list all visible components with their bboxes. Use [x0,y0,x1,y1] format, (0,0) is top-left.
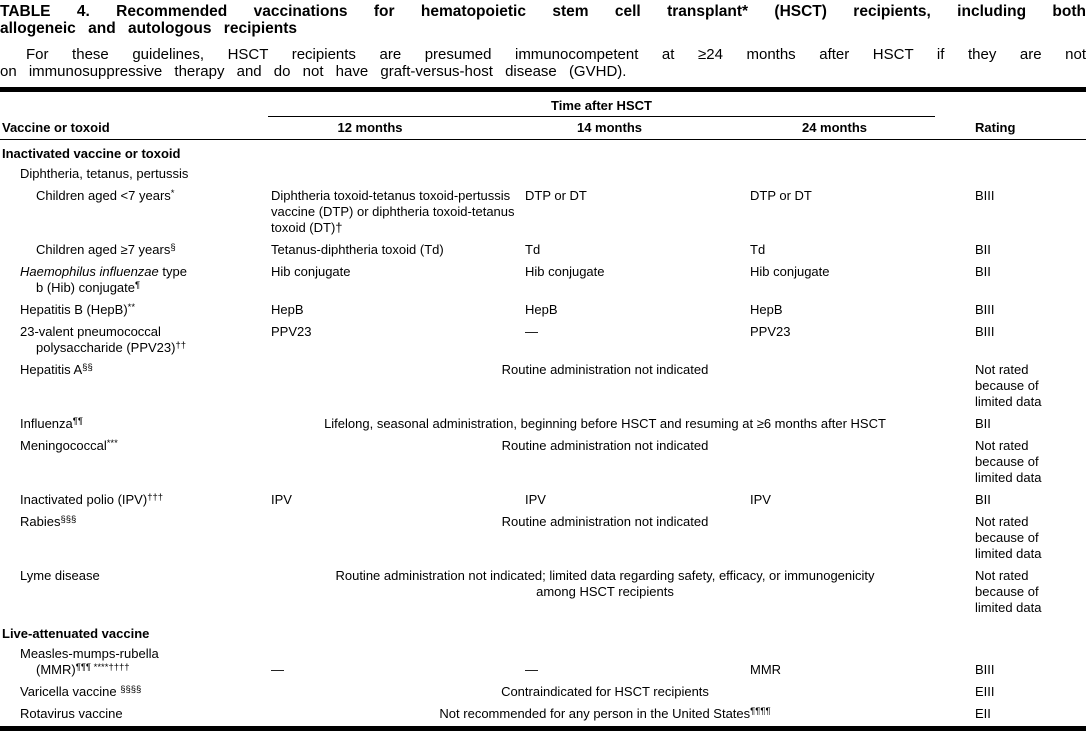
rating-cell: BIII [975,188,995,203]
vaccine-name-line: Children aged <7 years* [36,188,175,203]
span-cell-text: Not recommended for any person in the United States¶¶¶¶ [439,706,771,721]
vaccine-name [0,414,268,436]
vaccine-name-line: (MMR)¶¶¶ ****†††† [36,662,130,677]
table-row [0,566,1086,620]
table-row [0,240,1086,262]
column-header-vaccine: Vaccine or toxoid [0,117,268,140]
rating-cell [972,164,1086,186]
rating-cell: BIII [975,662,995,677]
vaccine-name-line: Children aged ≥7 years§ [36,242,176,257]
vaccine-name-line: Measles-mumps-rubella [20,646,159,661]
vaccine-name [0,322,268,360]
data-cell: — [525,324,538,339]
section-header: Live-attenuated vaccine [2,626,150,641]
footnote-marker: ** [127,302,136,313]
data-cell: PPV23 [750,324,791,339]
span-header-spacer-right [972,92,1086,117]
span-cell [268,414,972,436]
table-row [0,262,1086,300]
vaccine-name [0,644,268,682]
column-header-row [0,117,1086,140]
column-header-rating: Rating [972,117,1086,140]
section-row [0,140,1086,165]
vaccine-name [0,360,268,414]
table-row [0,360,1086,414]
vaccine-name [0,436,268,490]
vaccine-name-line: Varicella vaccine §§§§ [20,684,142,699]
table-row [0,436,1086,490]
vaccine-name [0,704,268,726]
span-cell [268,704,972,726]
table-row [0,300,1086,322]
footnote-marker: §§ [82,362,93,373]
span-cell [268,512,972,566]
span-cell [268,436,972,490]
rating-cell: BIII [975,302,995,317]
data-cell: Td [750,242,766,257]
rating-cell: BII [975,492,991,507]
vaccine-name-line: Meningococcal*** [20,438,118,453]
table-row [0,164,1086,186]
empty-cell [268,164,972,186]
vaccine-name-line: b (Hib) conjugate¶ [36,280,141,295]
vaccine-name [0,164,268,186]
footnote-marker: *** [106,438,118,449]
data-cell: Hib conjugate [525,264,605,279]
vaccine-name-line: Rotavirus vaccine [20,706,123,721]
vaccine-name-line: Rabies§§§ [20,514,77,529]
vaccine-name-line: Diphtheria, tetanus, pertussis [20,166,189,181]
table-title-line2: allogeneic and autologous recipients [0,20,298,37]
column-header-24-months: 24 months [747,117,972,140]
footnote-marker: §§§§ [120,684,142,695]
span-cell-text: Routine administration not indicated; limited data regarding safety, efficacy, or immunogenicity among HSCT recipients [335,568,875,599]
data-cell: HepB [750,302,783,317]
rating-cell: BIII [975,324,995,339]
table-title [0,3,1086,37]
vaccine-name-line: Influenza¶¶ [20,416,83,431]
section-header: Inactivated vaccine or toxoid [2,146,181,161]
data-cell: Tetanus-diphtheria toxoid (Td) [271,242,444,257]
data-cell: IPV [271,492,292,507]
data-cell: HepB [525,302,558,317]
table-row [0,490,1086,512]
vaccine-name-line: polysaccharide (PPV23)†† [36,340,187,355]
footnote-marker: §§§ [60,514,77,525]
vaccine-name [0,490,268,512]
data-cell: IPV [750,492,771,507]
rating-cell: Not rated because of limited data [975,568,1042,615]
table-intro [0,46,1086,80]
data-cell: DTP or DT [750,188,812,203]
span-cell-text: Contraindicated for HSCT recipients [501,684,709,699]
vaccine-name-line: Inactivated polio (IPV)††† [20,492,164,507]
span-header-spacer-left [0,92,268,117]
table-intro-line1: For these guidelines, HSCT recipients are presumed immunocompetent at ≥24 months after HSCT if they are not [26,46,1086,63]
vaccine-name [0,512,268,566]
rating-cell: Not rated because of limited data [975,514,1042,561]
data-cell: Td [525,242,541,257]
footnote-marker: ¶¶¶¶ [750,706,771,717]
vaccine-name-line: 23-valent pneumococcal [20,324,161,339]
time-after-hsct-header: Time after HSCT [268,92,935,117]
span-cell-text: Routine administration not indicated [501,438,709,453]
rating-cell: EII [975,706,991,721]
span-cell-text: Lifelong, seasonal administration, beginning before HSCT and resuming at ≥6 months after HSCT [324,416,886,431]
rating-cell: BII [975,416,991,431]
table-row [0,644,1086,682]
table-row [0,682,1086,704]
table-title-line1: TABLE 4. Recommended vaccinations for hematopoietic stem cell transplant* (HSCT) recipients, including both [0,3,1086,20]
footnote-marker: * [170,188,175,199]
span-cell [268,566,972,620]
data-cell: HepB [271,302,304,317]
table-row [0,414,1086,436]
vaccine-name [0,240,268,262]
rating-cell: BII [975,264,991,279]
rating-cell: Not rated because of limited data [975,362,1042,409]
vaccine-name [0,682,268,704]
vaccine-name [0,186,268,240]
vaccine-name-line: Lyme disease [20,568,100,583]
footnote-marker: § [170,242,176,253]
bottom-rule [0,726,1086,731]
span-header-cell [268,92,972,117]
vaccine-name [0,300,268,322]
table-row [0,186,1086,240]
data-cell: Hib conjugate [750,264,830,279]
vaccine-name [0,262,268,300]
table-intro-line2: on immunosuppressive therapy and do not have graft-versus-host disease (GVHD). [0,63,627,80]
footnote-marker: ¶¶¶ ****†††† [75,662,130,673]
span-header-row [0,92,1086,117]
footnote-marker: ¶¶ [72,416,83,427]
rating-cell: EIII [975,684,995,699]
data-cell: Diphtheria toxoid-tetanus toxoid-pertussis vaccine (DTP) or diphtheria toxoid-tetanus toxoid (DT)† [271,188,515,235]
span-cell [268,682,972,704]
vaccine-name-line: Hepatitis A§§ [20,362,93,377]
vaccination-table [0,92,1086,726]
span-cell-text: Routine administration not indicated [501,362,709,377]
table-row [0,704,1086,726]
vaccine-name [0,566,268,620]
footnote-marker: ¶ [135,280,141,291]
data-cell: MMR [750,662,782,677]
footnote-marker: †† [175,340,187,351]
data-cell: — [525,662,538,677]
data-cell: PPV23 [271,324,312,339]
span-cell-text: Routine administration not indicated [501,514,709,529]
span-cell [268,360,972,414]
section-row [0,620,1086,644]
column-header-14-months: 14 months [522,117,747,140]
data-cell: DTP or DT [525,188,587,203]
footnote-marker: ††† [147,492,164,503]
data-cell: Hib conjugate [271,264,351,279]
vaccine-name-line: Haemophilus influenzae type [20,264,187,279]
table-row [0,322,1086,360]
rating-cell: BII [975,242,991,257]
column-header-12-months: 12 months [268,117,522,140]
table-row [0,512,1086,566]
data-cell: IPV [525,492,546,507]
vaccine-name-line: Hepatitis B (HepB)** [20,302,136,317]
rating-cell: Not rated because of limited data [975,438,1042,485]
data-cell: — [271,662,284,677]
